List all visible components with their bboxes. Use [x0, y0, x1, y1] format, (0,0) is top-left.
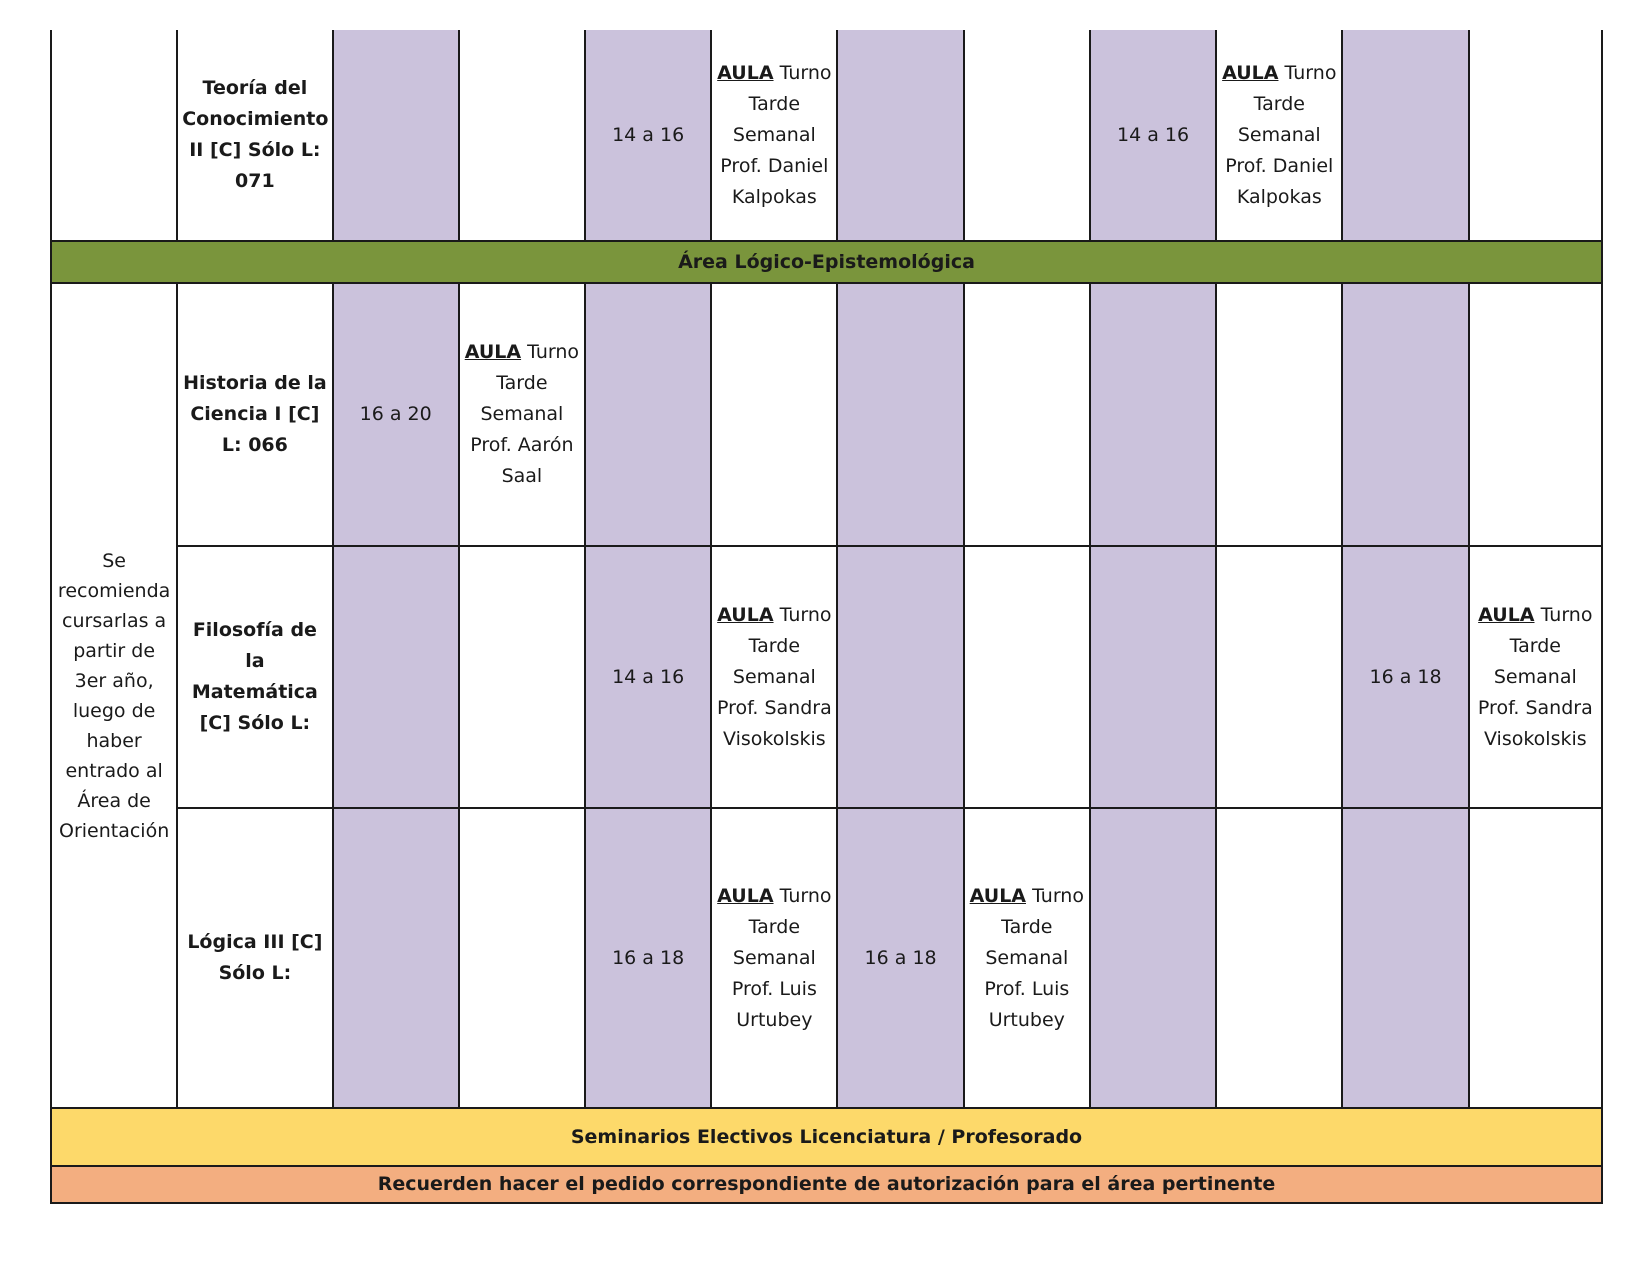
time-cell: 16 a 18 — [837, 808, 963, 1108]
schedule-cell — [1216, 808, 1342, 1108]
classroom-detail: Tarde Semanal Prof. Aarón Saal — [470, 372, 574, 487]
subject-cell: Lógica III [C] Sólo L: — [177, 808, 332, 1108]
table-row — [51, 30, 1602, 241]
time-cell: 14 a 16 — [1090, 30, 1216, 241]
classroom-cell — [711, 30, 837, 241]
turno-label: Turno — [779, 884, 832, 907]
table-row — [51, 1108, 1602, 1166]
classroom-cell — [459, 283, 585, 546]
subject-cell: Teoría del Conocimiento II [C] Sólo L: 071 — [177, 30, 332, 241]
schedule-cell — [459, 546, 585, 808]
schedule-cell — [459, 808, 585, 1108]
table-row — [51, 241, 1602, 283]
aula-label: AULA — [717, 603, 774, 626]
turno-label: Turno — [1032, 884, 1084, 907]
area-band-title: Área Lógico-Epistemológica — [51, 241, 1602, 283]
classroom-detail: Tarde Semanal Prof. Sandra Visokolskis — [716, 634, 832, 750]
time-cell: 16 a 18 — [1342, 546, 1468, 808]
classroom-cell — [964, 808, 1090, 1108]
schedule-cell — [837, 283, 963, 546]
schedule-cell — [1469, 30, 1602, 241]
time-cell: 16 a 20 — [333, 283, 459, 546]
seminarios-band: Seminarios Electivos Licenciatura / Profesorado — [51, 1108, 1602, 1166]
schedule-cell — [333, 808, 459, 1108]
classroom-cell — [1216, 30, 1342, 241]
turno-label: Turno — [1284, 61, 1337, 84]
schedule-sheet — [50, 30, 1603, 1204]
side-note: Se recomienda cursarlas a partir de 3er año, luego de haber entrado al Área de Orientación — [51, 283, 177, 1108]
classroom-cell — [1469, 546, 1602, 808]
classroom-detail: Tarde Semanal Prof. Daniel Kalpokas — [720, 92, 829, 208]
schedule-cell — [1090, 808, 1216, 1108]
schedule-cell — [1342, 808, 1468, 1108]
table-row — [51, 283, 1602, 546]
schedule-cell — [585, 283, 711, 546]
schedule-cell — [1090, 546, 1216, 808]
schedule-cell — [1469, 808, 1602, 1108]
table-row — [51, 808, 1602, 1108]
classroom-detail: Tarde Semanal Prof. Luis Urtubey — [984, 915, 1070, 1031]
schedule-cell — [964, 283, 1090, 546]
schedule-cell — [333, 546, 459, 808]
time-cell: 16 a 18 — [585, 808, 711, 1108]
schedule-cell — [1469, 283, 1602, 546]
schedule-cell — [837, 30, 963, 241]
aula-label: AULA — [1222, 61, 1279, 84]
table-row — [51, 546, 1602, 808]
subject-cell: Historia de la Ciencia I [C] L: 066 — [177, 283, 332, 546]
turno-label: Turno — [1540, 603, 1593, 626]
schedule-cell — [1342, 30, 1468, 241]
time-cell: 14 a 16 — [585, 546, 711, 808]
classroom-detail: Tarde Semanal Prof. Sandra Visokolskis — [1477, 634, 1593, 750]
aula-label: AULA — [717, 884, 774, 907]
schedule-cell — [459, 30, 585, 241]
schedule-cell — [1216, 546, 1342, 808]
time-cell: 14 a 16 — [585, 30, 711, 241]
turno-label: Turno — [779, 61, 832, 84]
turno-label: Turno — [779, 603, 832, 626]
side-note-cell-top — [51, 30, 177, 241]
turno-label: Turno — [527, 341, 580, 363]
schedule-cell — [1342, 283, 1468, 546]
classroom-cell — [711, 808, 837, 1108]
schedule-cell — [711, 283, 837, 546]
schedule-cell — [964, 546, 1090, 808]
schedule-cell — [837, 546, 963, 808]
reminder-band: Recuerden hacer el pedido correspondiente de autorización para el área pertinente — [51, 1166, 1602, 1203]
schedule-cell — [964, 30, 1090, 241]
aula-label: AULA — [464, 341, 522, 363]
aula-label: AULA — [717, 61, 774, 84]
aula-label: AULA — [1478, 603, 1535, 626]
classroom-cell — [711, 546, 837, 808]
schedule-cell — [333, 30, 459, 241]
schedule-cell — [1216, 283, 1342, 546]
subject-cell: Filosofía de la Matemática [C] Sólo L: — [177, 546, 332, 808]
schedule-cell — [1090, 283, 1216, 546]
schedule-table — [50, 30, 1603, 1204]
table-row — [51, 1166, 1602, 1203]
classroom-detail: Tarde Semanal Prof. Daniel Kalpokas — [1225, 92, 1334, 208]
classroom-detail: Tarde Semanal Prof. Luis Urtubey — [731, 915, 817, 1031]
aula-label: AULA — [969, 884, 1027, 907]
